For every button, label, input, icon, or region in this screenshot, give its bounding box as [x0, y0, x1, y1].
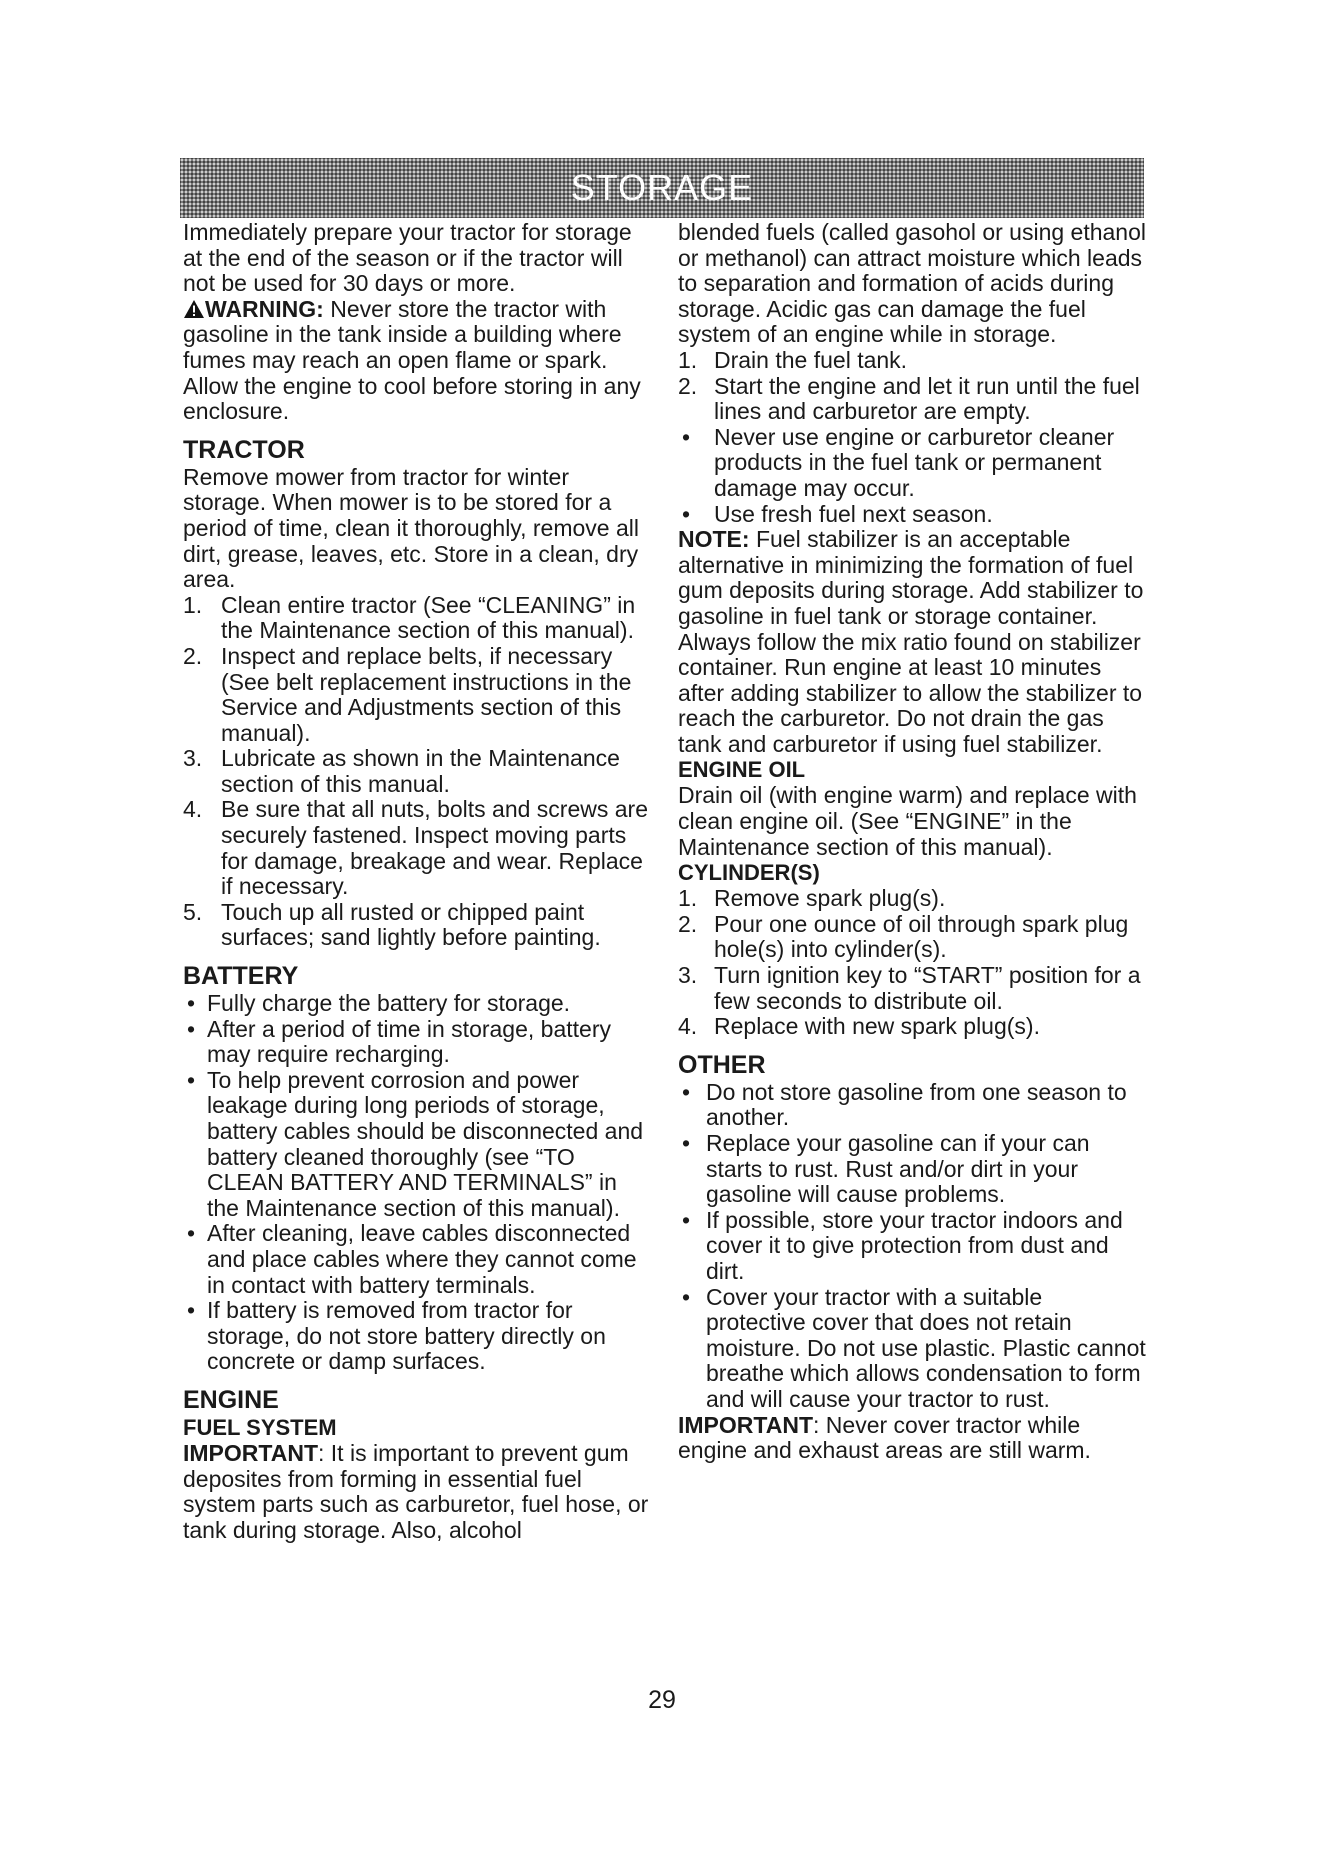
list-item: 4. Replace with new spark plug(s). — [678, 1013, 1040, 1040]
engine-heading: ENGINE — [183, 1385, 279, 1414]
tractor-text: Remove mower from tractor for winter storage. When mower is to be stored for a period of time, clean it thoroughly, remove all dirt, grease, leaves, etc. Store in a clean, dry area. — [183, 463, 639, 593]
section-title: STORAGE — [570, 167, 754, 208]
list-item: 2. Pour one ounce of oil through spark plug hole(s) into cylinder(s). — [678, 910, 1129, 963]
other-bullets — [678, 1080, 1148, 1413]
left-column — [183, 220, 653, 1543]
cylinders-heading: CYLINDER(S) — [678, 860, 820, 886]
fuel-bullets — [678, 425, 1148, 527]
engine-oil-heading: ENGINE OIL — [678, 757, 806, 783]
cylinder-steps — [678, 886, 1148, 1040]
list-item: • Use fresh fuel next season. — [682, 500, 993, 527]
other-heading: OTHER — [678, 1050, 766, 1079]
tractor-heading: TRACTOR — [183, 435, 305, 464]
list-item: • Do not store gasoline from one season to another. — [682, 1078, 1127, 1131]
list-item: 2. Inspect and replace belts, if necessary (See belt replacement instructions in the Service and Adjustments section of this manual). — [183, 642, 632, 746]
tractor-steps — [183, 593, 653, 951]
note-paragraph: NOTE: Fuel stabilizer is an acceptable alternative in minimizing the formation of fuel gum deposits during storage. Add stabilizer to gasoline in fuel tank or storage container. Always follow the mix ratio found on stabilizer container. Run engine at least 10 minutes after adding stabilizer to allow the stabilizer to reach the carburetor. Do not drain the gas tank and carburetor if using fuel stabilizer. — [678, 526, 1144, 757]
intro-paragraph: Immediately prepare your tractor for storage at the end of the season or if the tractor will not be used for 30 days or more. — [183, 219, 632, 297]
right-column — [678, 220, 1148, 1464]
list-item: 1. Drain the fuel tank. — [678, 346, 908, 373]
list-item: 5. Touch up all rusted or chipped paint surfaces; sand lightly before painting. — [183, 898, 601, 951]
list-item: 4. Be sure that all nuts, bolts and screws are securely fastened. Inspect moving parts for damage, breakage and wear. Replace if necessary. — [183, 796, 648, 900]
list-item: • If possible, store your tractor indoors and cover it to give protection from dust and dirt. — [682, 1206, 1123, 1284]
warning-paragraph — [183, 297, 653, 425]
battery-bullets — [183, 991, 653, 1375]
list-item: 3. Lubricate as shown in the Maintenance section of this manual. — [183, 745, 620, 797]
warning-triangle-icon — [183, 299, 205, 319]
list-item: • After cleaning, leave cables disconnected and place cables where they cannot come in contact with battery terminals. — [187, 1220, 637, 1298]
warning-label: WARNING: — [205, 295, 324, 322]
list-item: 2. Start the engine and let it run until the fuel lines and carburetor are empty. — [678, 372, 1140, 425]
fuel-continuation: blended fuels (called gasohol or using ethanol or methanol) can attract moisture which leads to separation and formation of acids during storage. Acidic gas can damage the fuel system of an engine while in storage. — [678, 219, 1146, 348]
section-banner — [180, 158, 1144, 218]
engine-oil-text: Drain oil (with engine warm) and replace with clean engine oil. (See “ENGINE” in the Maintenance section of this manual). — [678, 782, 1137, 860]
list-item: • To help prevent corrosion and power leakage during long periods of storage, battery cables should be disconnected and battery cleaned thoroughly (see “TO CLEAN BATTERY AND TERMINALS” in the Maintenance section of this manual). — [187, 1066, 644, 1221]
list-item: • Fully charge the battery for storage. — [187, 990, 571, 1017]
list-item: 1. Remove spark plug(s). — [678, 885, 946, 912]
fuel-system-heading: FUEL SYSTEM — [183, 1414, 337, 1440]
list-item: • If battery is removed from tractor for storage, do not store battery directly on concrete or damp surfaces. — [187, 1297, 606, 1375]
list-item: 1. Clean entire tractor (See “CLEANING” in the Maintenance section of this manual). — [183, 591, 636, 644]
fuel-steps — [678, 348, 1148, 425]
list-item: • Replace your gasoline can if your can starts to rust. Rust and/or dirt in your gasoline will cause problems. — [682, 1130, 1090, 1208]
battery-heading: BATTERY — [183, 962, 299, 991]
page-number: 29 — [648, 1686, 676, 1714]
fuel-important-paragraph: IMPORTANT: It is important to prevent gum deposites from forming in essential fuel system parts such as carburetor, fuel hose, or tank during storage. Also, alcohol — [183, 1439, 649, 1543]
list-item: • Cover your tractor with a suitable protective cover that does not retain moisture. Do not use plastic. Plastic cannot breathe which allows condensation to form and will cause your tractor to rust. — [682, 1283, 1146, 1412]
list-item: • After a period of time in storage, battery may require recharging. — [187, 1015, 611, 1068]
list-item: • Never use engine or carburetor cleaner products in the fuel tank or permanent damage may occur. — [682, 423, 1115, 501]
other-important-paragraph: IMPORTANT: Never cover tractor while engine and exhaust areas are still warm. — [678, 1411, 1091, 1464]
warning-text: Never store the tractor with gasoline in the tank inside a building where fumes may reach an open flame or spark. Allow the engine to cool before storing in any enclosure. — [183, 295, 641, 425]
list-item: 3. Turn ignition key to “START” position for a few seconds to distribute oil. — [678, 962, 1141, 1014]
